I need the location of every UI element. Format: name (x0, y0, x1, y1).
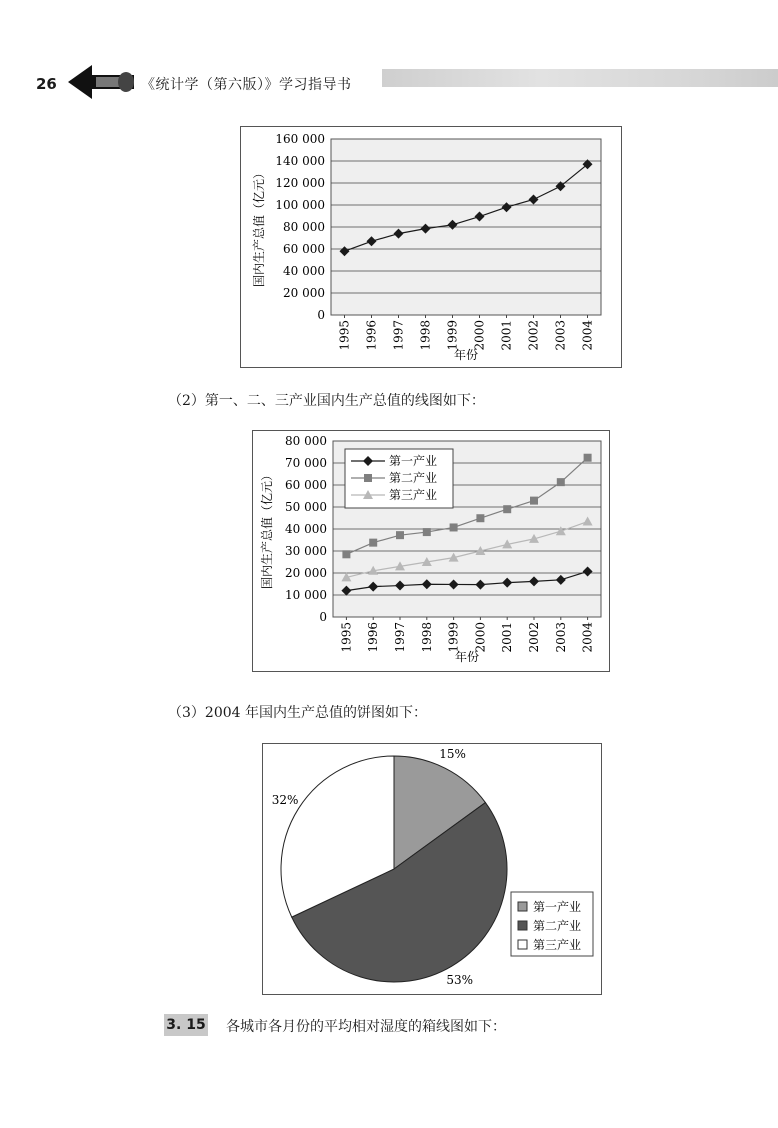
y-tick-label: 40 000 (285, 522, 327, 536)
data-point (369, 539, 377, 547)
x-tick-label: 2001 (500, 622, 515, 653)
x-tick-label: 1998 (418, 320, 433, 351)
x-tick-label: 1999 (446, 622, 461, 653)
x-tick-label: 1995 (337, 320, 352, 351)
legend-label: 第三产业 (533, 938, 582, 952)
data-point (396, 531, 404, 539)
data-point (342, 550, 350, 558)
header-band (382, 69, 778, 87)
legend-label: 第一产业 (533, 900, 582, 914)
industry-line-chart (253, 431, 609, 671)
data-point (557, 478, 565, 486)
gdp-line-chart (241, 127, 621, 367)
x-tick-label: 1996 (364, 320, 379, 351)
page-header (0, 55, 778, 115)
x-tick-label: 2002 (527, 622, 541, 653)
y-tick-label: 70 000 (285, 456, 327, 470)
x-axis-label: 年份 (454, 650, 480, 664)
data-point (503, 505, 511, 513)
legend-swatch (518, 902, 527, 911)
x-tick-label: 2000 (473, 622, 488, 653)
legend-swatch (518, 921, 527, 930)
y-tick-label: 60 000 (283, 242, 325, 256)
x-tick-label: 1998 (419, 622, 434, 653)
caption-fig3: （3）2004 年国内生产总值的饼图如下： (168, 705, 427, 721)
y-tick-label: 40 000 (283, 264, 325, 278)
figure-gdp-line (240, 126, 622, 368)
data-point (476, 514, 484, 522)
x-tick-label: 2001 (499, 320, 514, 351)
section-text: 各城市各月份的平均相对湿度的箱线图如下： (226, 1019, 506, 1035)
pie-label: 53% (446, 973, 474, 988)
y-tick-label: 50 000 (285, 500, 327, 514)
x-tick-label: 1999 (445, 320, 460, 351)
legend-marker (364, 474, 372, 482)
y-tick-label: 20 000 (283, 286, 325, 300)
y-tick-label: 80 000 (285, 434, 327, 448)
section-number: 3. 15 (164, 1014, 208, 1036)
figure-pie (262, 743, 602, 995)
page-number: 26 (36, 75, 57, 93)
caption-fig2: （2）第一、二、三产业国内生产总值的线图如下： (168, 393, 485, 409)
data-point (530, 497, 538, 505)
y-tick-label: 80 000 (283, 220, 325, 234)
legend-label: 第一产业 (389, 454, 438, 468)
y-axis-label: 国内生产总值（亿元） (252, 166, 266, 288)
y-tick-label: 20 000 (285, 566, 327, 580)
x-axis-label: 年份 (453, 348, 479, 362)
y-tick-label: 100 000 (275, 198, 325, 212)
x-tick-label: 2004 (580, 622, 595, 653)
figure-industry-line (252, 430, 610, 672)
arrow-left-icon (66, 63, 136, 101)
x-tick-label: 1997 (393, 622, 407, 653)
y-tick-label: 120 000 (275, 176, 325, 190)
x-tick-label: 2002 (526, 320, 541, 351)
y-tick-label: 140 000 (275, 154, 325, 168)
y-tick-label: 0 (319, 610, 327, 624)
x-tick-label: 2004 (580, 320, 595, 351)
book-title: 《统计学（第六版）》学习指导书 (141, 77, 352, 93)
legend-label: 第二产业 (533, 919, 582, 933)
x-tick-label: 1997 (391, 320, 406, 351)
x-tick-label: 1996 (366, 622, 381, 653)
data-point (584, 454, 592, 462)
legend-swatch (518, 940, 527, 949)
y-tick-label: 60 000 (285, 478, 327, 492)
pie-label: 15% (439, 747, 466, 762)
x-tick-label: 1995 (339, 622, 354, 653)
pie-label: 32% (271, 792, 299, 807)
y-axis-label: 国内生产总值（亿元） (260, 468, 274, 590)
y-tick-label: 30 000 (285, 544, 327, 558)
x-tick-label: 2000 (472, 320, 487, 351)
x-tick-label: 2003 (553, 622, 568, 653)
gdp-pie-chart (263, 744, 601, 994)
y-tick-label: 0 (317, 308, 325, 322)
y-tick-label: 10 000 (285, 588, 327, 602)
legend-label: 第三产业 (389, 488, 438, 502)
data-point (423, 528, 431, 536)
legend-label: 第二产业 (389, 471, 438, 485)
x-tick-label: 2003 (553, 320, 568, 351)
data-point (450, 523, 458, 531)
y-tick-label: 160 000 (275, 132, 325, 146)
